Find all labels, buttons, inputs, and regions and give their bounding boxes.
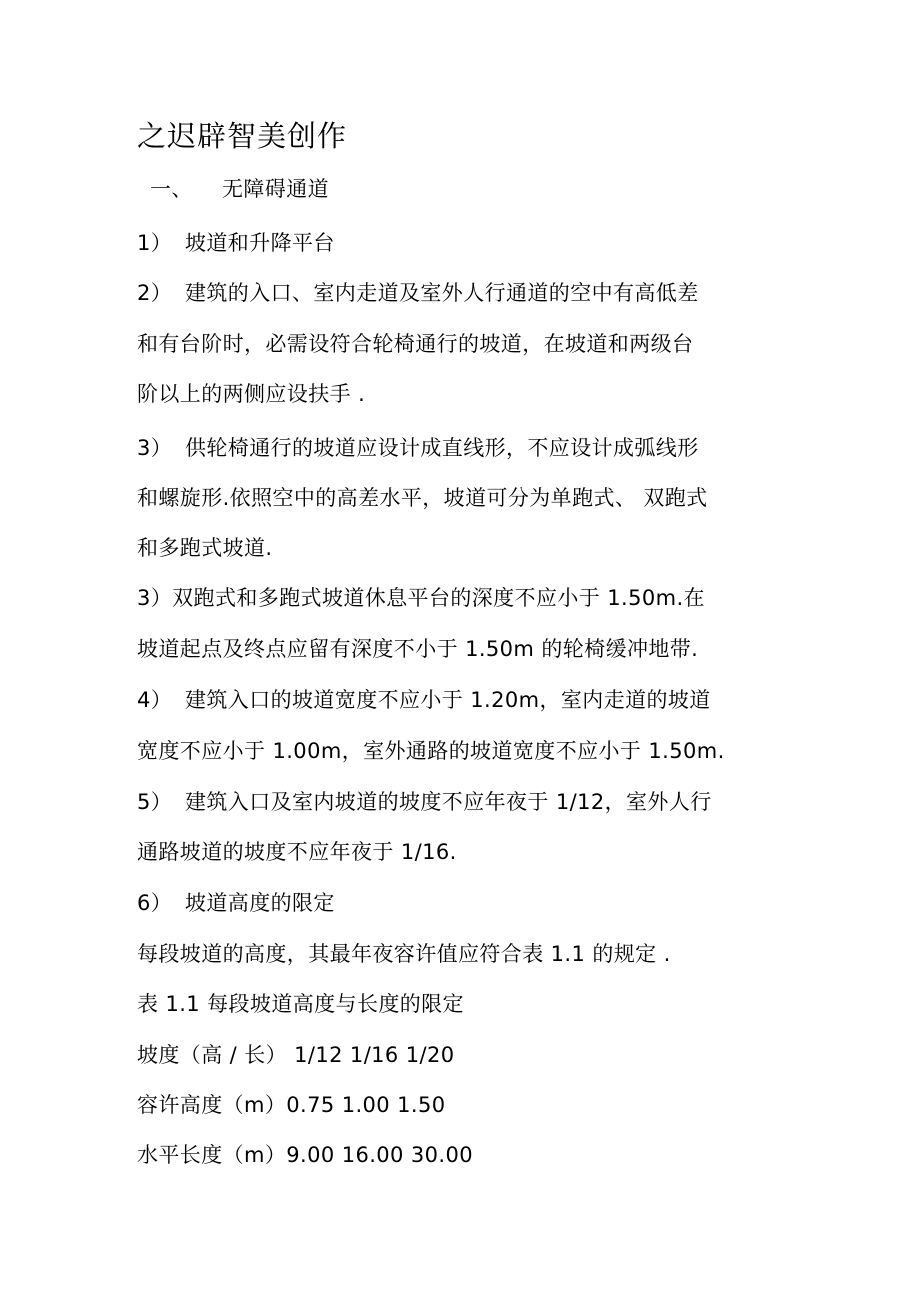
line-text: 容许高度（m）0.75 1.00 1.50 (137, 1093, 446, 1117)
document-title: 之迟辟智美创作 (137, 119, 348, 153)
paragraph-line (137, 433, 699, 463)
line-text: 和多跑式坡道. (137, 536, 273, 560)
list-number: 1） (137, 231, 173, 255)
paragraph-line (137, 583, 705, 613)
paragraph-line (137, 837, 457, 867)
line-text: 宽度不应小于 1.00m，室外通路的坡道宽度不应小于 1.50m. (137, 739, 725, 763)
line-text: 和螺旋形.依照空中的高差水平，坡道可分为单跑式、 双跑式 (137, 486, 708, 510)
paragraph-line (137, 888, 335, 918)
line-text: 坡道起点及终点应留有深度不小于 1.50m 的轮椅缓冲地带. (137, 637, 699, 661)
line-text: 表 1.1 每段坡道高度与长度的限定 (137, 992, 464, 1016)
line-text: 坡道和升降平台 (185, 231, 335, 255)
table-row (137, 1140, 473, 1170)
table-caption (137, 989, 464, 1019)
line-text: 坡度（高 / 长） 1/12 1/16 1/20 (137, 1043, 455, 1067)
list-number: 5） (137, 790, 173, 814)
paragraph-line (137, 736, 725, 766)
list-number: 3） (137, 436, 173, 460)
list-number: 6） (137, 891, 173, 915)
paragraph-line (137, 483, 708, 513)
line-text: 供轮椅通行的坡道应设计成直线形，不应设计成弧线形 (185, 436, 699, 460)
line-text: 阶以上的两侧应设扶手 . (137, 382, 366, 406)
section-heading (150, 174, 329, 204)
paragraph-line (137, 228, 335, 258)
section-heading-text: 无障碍通道 (222, 177, 329, 201)
paragraph-line (137, 685, 711, 715)
line-text: 通路坡道的坡度不应年夜于 1/16. (137, 840, 457, 864)
line-text: 3）双跑式和多跑式坡道休息平台的深度不应小于 1.50m.在 (137, 586, 705, 610)
paragraph-line (137, 379, 365, 409)
paragraph-line (137, 939, 671, 969)
line-text: 坡道高度的限定 (185, 891, 335, 915)
paragraph-line (137, 533, 272, 563)
paragraph-line (137, 329, 693, 359)
section-number: 一、 (150, 177, 193, 201)
line-text: 建筑入口的坡道宽度不应小于 1.20m，室内走道的坡道 (185, 688, 711, 712)
table-row (137, 1040, 455, 1070)
list-number: 4） (137, 688, 173, 712)
list-number: 2） (137, 281, 173, 305)
table-row (137, 1090, 445, 1120)
paragraph-line (137, 278, 699, 308)
paragraph-line (137, 634, 698, 664)
line-text: 建筑的入口、室内走道及室外人行通道的空中有高低差 (185, 281, 699, 305)
line-text: 每段坡道的高度，其最年夜容许值应符合表 1.1 的规定 . (137, 942, 671, 966)
line-text: 水平长度（m）9.00 16.00 30.00 (137, 1143, 474, 1167)
paragraph-line (137, 787, 712, 817)
line-text: 和有台阶时，必需设符合轮椅通行的坡道，在坡道和两级台 (137, 332, 694, 356)
line-text: 建筑入口及室内坡道的坡度不应年夜于 1/12，室外人行 (185, 790, 712, 814)
